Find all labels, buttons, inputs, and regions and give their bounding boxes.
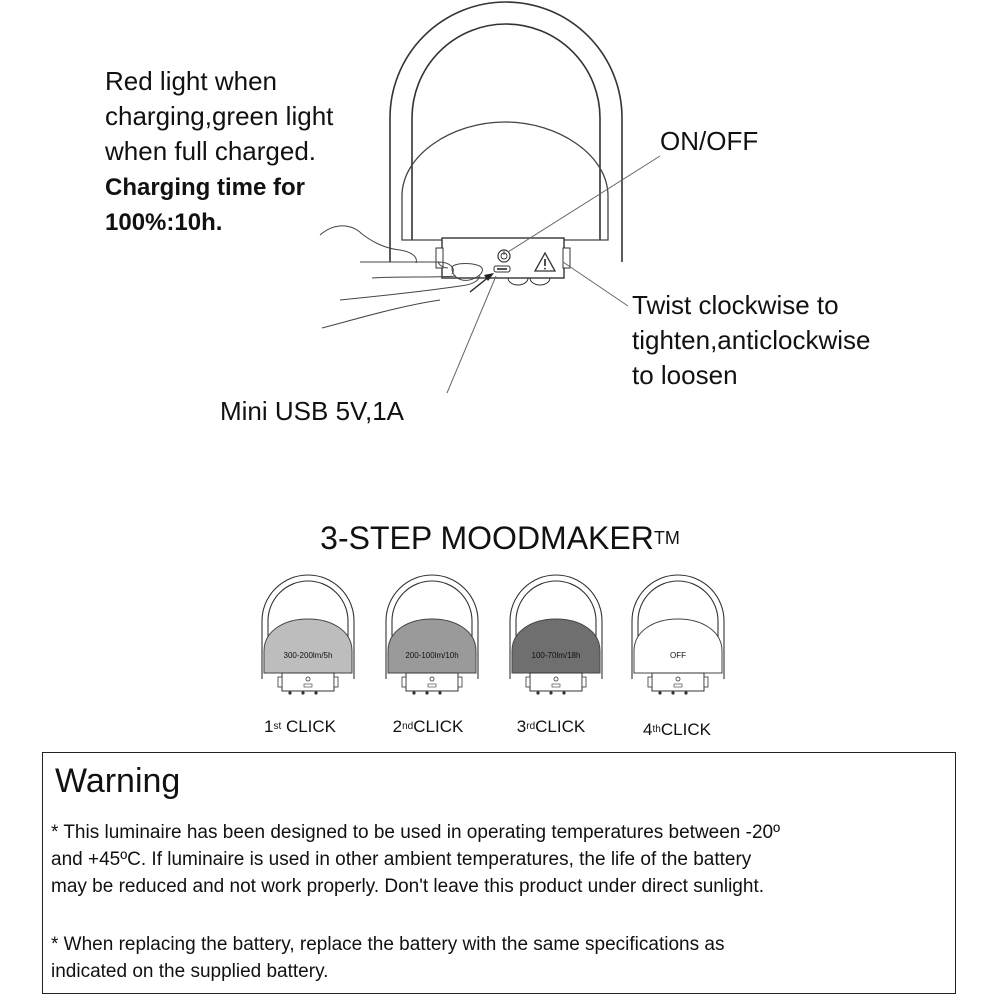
moodmaker-click-label [368,716,488,738]
usb-port-icon [494,266,510,272]
click-ordinal: nd [402,721,414,732]
click-ordinal: rd [526,721,536,732]
charging-light-line: charging,green light [105,101,334,131]
moodmaker-title [0,518,1000,558]
on-off-leader [508,156,660,252]
warning-line: * This luminaire has been designed to be used in operating temperatures between -20º [51,822,781,843]
trademark-mark: TM [653,528,680,548]
twist-line: tighten,anticlockwise [632,325,871,355]
moodmaker-level-label: 300-200lm/5h [283,651,333,660]
moodmaker-click-label [240,716,360,738]
twist-leader [563,262,628,306]
mini-lamp-icon [506,573,606,697]
usb-leader [447,276,496,393]
charging-time-line: 100%:10h. [105,209,223,236]
moodmaker-step-lamp [258,573,358,697]
warning-line: and +45ºC. If luminaire is used in other ambient temperatures, the life of the battery [51,849,752,870]
lamp-handle [390,2,622,262]
warning-line: indicated on the supplied battery. [51,961,329,982]
click-number: 1 [263,717,274,736]
click-text: CLICK [281,717,337,736]
warning-box [42,752,956,994]
warning-title: Warning [55,762,181,800]
mini-lamp-icon [382,573,482,697]
click-ordinal: th [652,724,661,735]
mini-lamp-icon [628,573,728,697]
mini-lamp-icon [258,573,358,697]
moodmaker-step-lamp [506,573,606,697]
usb-label: Mini USB 5V,1A [220,396,405,426]
charging-light-note [105,64,333,169]
click-number: 2 [392,717,403,736]
warning-paragraph-battery [51,931,951,985]
click-text: CLICK [660,720,711,739]
twist-note [632,288,870,393]
moodmaker-title-text: 3-STEP MOODMAKER [320,520,654,556]
twist-line: to loosen [632,360,738,390]
twist-line: Twist clockwise to [632,290,839,320]
moodmaker-step-lamp [628,573,728,697]
charging-time-line: Charging time for [105,174,306,201]
on-off-label: ON/OFF [660,126,759,156]
lamp-shade [402,122,608,240]
click-number: 4 [643,720,653,739]
moodmaker-click-label [491,716,611,738]
moodmaker-level-label: OFF [670,651,686,660]
moodmaker-step-lamp [382,573,482,697]
moodmaker-click-label [617,719,737,741]
charging-time-note [105,170,305,240]
charging-light-line: Red light when [105,66,277,96]
warning-line: * When replacing the battery, replace the battery with the same specifications as [51,934,725,955]
click-number: 3 [516,717,527,736]
moodmaker-level-label: 100-70lm/18h [531,651,581,660]
moodmaker-level-label: 200-100lm/10h [405,651,459,660]
click-ordinal: st [273,721,282,732]
warning-paragraph-temperature [51,819,951,900]
click-text: CLICK [413,717,464,736]
charging-light-line: when full charged. [105,136,317,166]
click-text: CLICK [535,717,586,736]
warning-line: may be reduced and not work properly. Don't leave this product under direct sunlight. [51,876,765,897]
